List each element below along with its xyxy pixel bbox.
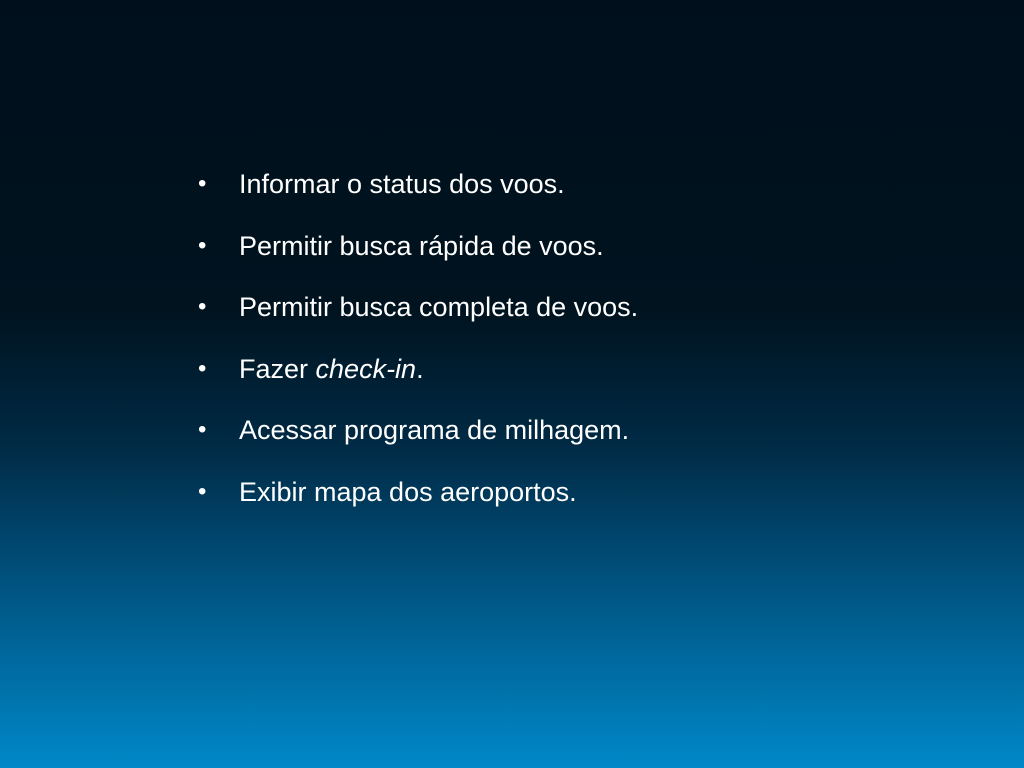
bullet-text: Permitir busca rápida de voos. xyxy=(239,230,604,261)
bullet-icon: • xyxy=(198,477,207,505)
bullet-text: Acessar programa de milhagem. xyxy=(239,415,630,445)
bullet-icon: • xyxy=(198,170,207,197)
bullet-text: Exibir mapa dos aeroportos. xyxy=(239,476,577,507)
bullet-text-emphasis: check-in xyxy=(315,353,417,384)
bullet-text-prefix: Fazer xyxy=(239,353,316,384)
bullet-icon: • xyxy=(198,231,207,259)
bullet-text-suffix: . xyxy=(416,353,424,384)
bullet-icon: • xyxy=(198,354,207,382)
bullet-icon: • xyxy=(198,293,207,320)
bullet-text: Informar o status dos voos. xyxy=(239,169,565,199)
bullet-icon: • xyxy=(198,416,207,443)
bullet-text: Permitir busca completa de voos. xyxy=(239,292,639,322)
bullet-text xyxy=(239,346,424,392)
